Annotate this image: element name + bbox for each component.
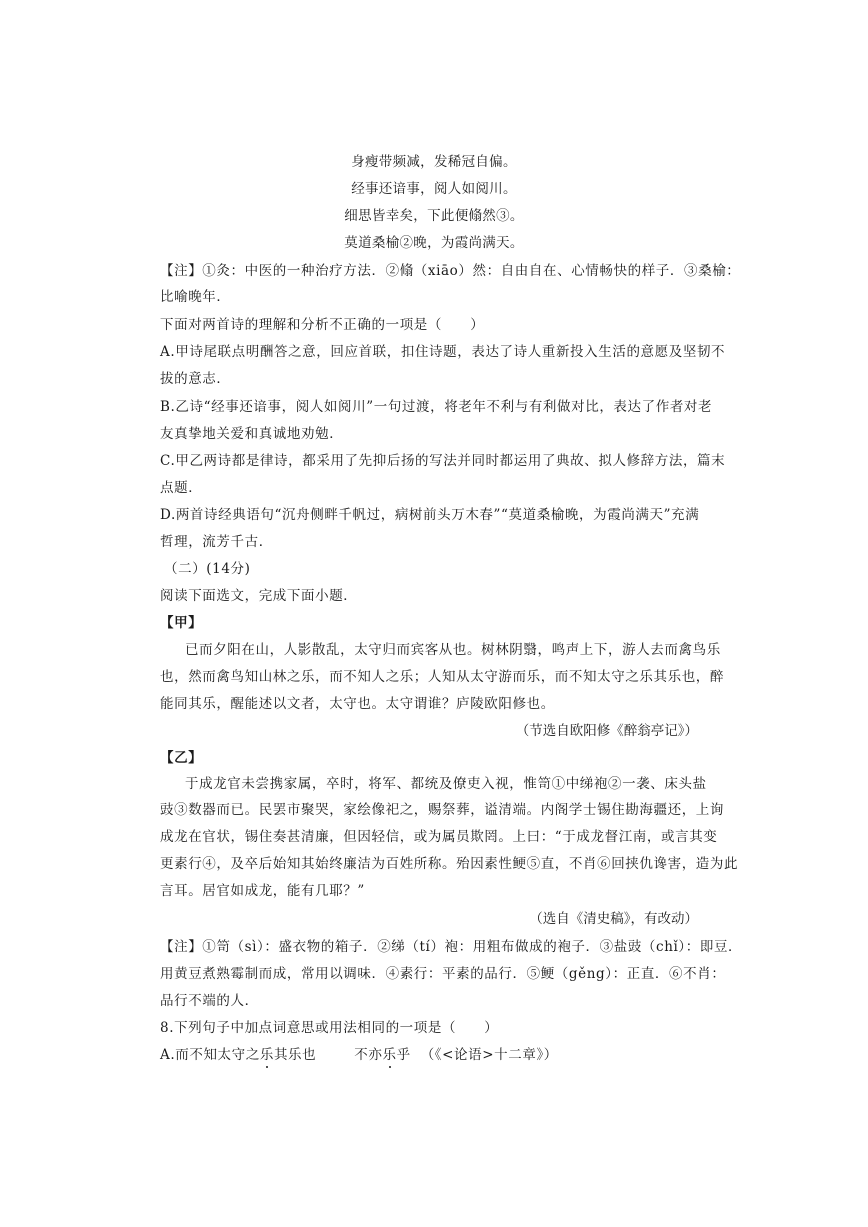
note-2-line-2: 用黄豆煮熟霉制而成，常用以调味．④素行：平素的品行．⑤鲠（gěng）：正直．⑥不肖：	[160, 966, 726, 982]
poem-line-2: 经事还谙事，阅人如阅川。	[351, 181, 517, 197]
option-c-line-1: C.甲乙两诗都是律诗，都采用了先抑后扬的写法并同时都运用了典故、拟人修辞方法，篇末	[160, 453, 726, 469]
q8-a-part1-before: A.而不知太守之	[160, 1047, 260, 1063]
question-stem: 下面对两首诗的理解和分析不正确的一项是（ ）	[160, 317, 485, 333]
option-c-line-2: 点题．	[160, 480, 203, 496]
note-2-line-3: 品行不端的人．	[160, 993, 259, 1009]
option-d-line-1: D.两首诗经典语句“沉舟侧畔千帆过，病树前头万木春”“莫道桑榆晚，为霞尚满天”充满	[160, 507, 700, 523]
passage-jia-label: 【甲】	[160, 615, 203, 631]
passage-yi-line-2: 豉③数器而已。民罢市聚哭，家绘像祀之，赐祭葬，谥清端。内阁学士锡住勘海疆还，上询	[160, 802, 724, 818]
passage-jia-line-2: 也，然而禽鸟知山林之乐，而不知人之乐；人知从太守游而乐，而不知太守之乐其乐也，醉	[160, 669, 724, 685]
poem-line-3: 细思皆幸矣，下此便翛然③。	[344, 208, 524, 224]
passage-jia-line-3: 能同其乐，醒能述以文者，太守也。太守谓谁？庐陵欧阳修也。	[160, 696, 555, 712]
q8-a-source: （《<论语>十二章》）	[420, 1047, 558, 1063]
passage-yi-line-5: 言耳。居官如成龙，能有几耶？”	[160, 883, 365, 899]
passage-jia-line-1: 已而夕阳在山，人影散乱，太守归而宾客从也。树林阴翳，鸣声上下，游人去而禽鸟乐	[185, 642, 721, 658]
question-8-option-a	[160, 1046, 558, 1064]
question-8-stem: 8.下列句子中加点词意思或用法相同的一项是（ ）	[160, 1020, 499, 1036]
passage-yi-line-4: 更素行④，及卒后始知其始终廉洁为百姓所称。殆因素性鲠⑤直，不肖⑥回挟仇谗害，造为此	[160, 856, 739, 872]
q8-a-part1-after: 其乐也	[273, 1047, 317, 1063]
note-2-line-1: 【注】①笥（sì）：盛衣物的箱子．②绨（tí）袍：用粗布做成的袍子．③盐豉（chǐ）：即豆．	[160, 939, 743, 955]
passage-yi-line-1: 于成龙官未尝携家属，卒时，将军、都统及僚吏入视，惟笥①中绨袍②一袭、床头盐	[185, 776, 707, 792]
passage-jia-source: （节选自欧阳修《醉翁亭记》）	[515, 723, 698, 739]
poem-line-1: 身瘦带频减，发稀冠自偏。	[351, 154, 517, 170]
q8-a-part2-before: 不亦	[354, 1047, 383, 1063]
q8-a-part2-dotted-word: 乐	[382, 1047, 397, 1063]
section-2-instruction: 阅读下面选文，完成下面小题．	[160, 588, 358, 604]
option-a-line-1: A.甲诗尾联点明酬答之意，回应首联，扣住诗题，表达了诗人重新投入生活的意愿及坚韧不	[160, 344, 726, 360]
option-d-line-2: 哲理，流芳千古．	[160, 534, 273, 550]
option-a-line-2: 拔的意志．	[160, 371, 231, 387]
passage-yi-line-3: 成龙在官状，锡住奏甚清廉，但因轻信，或为属员欺罔。上曰：“于成龙督江南，或言其变	[160, 829, 718, 845]
q8-a-part2-after: 乎	[396, 1047, 411, 1063]
poem-line-4: 莫道桑榆②晚，为霞尚满天。	[344, 235, 524, 251]
passage-yi-label: 【乙】	[160, 750, 203, 766]
section-2-heading: （二）(14分)	[164, 561, 251, 577]
note-1-line-2: 比喻晚年．	[160, 289, 231, 305]
note-1-line-1: 【注】①灸：中医的一种治疗方法．②翛（xiāo）然：自由自在、心情畅快的样子．③桑榆：	[160, 263, 741, 279]
option-b-line-2: 友真挚地关爱和真诚地劝勉．	[160, 426, 344, 442]
option-b-line-1: B.乙诗“经事还谙事，阅人如阅川”一句过渡，将老年不利与有利做对比，表达了作者对老	[160, 399, 713, 415]
passage-yi-source: （选自《清史稿》，有改动）	[529, 911, 698, 927]
q8-a-part1-dotted-word: 乐	[259, 1047, 274, 1063]
